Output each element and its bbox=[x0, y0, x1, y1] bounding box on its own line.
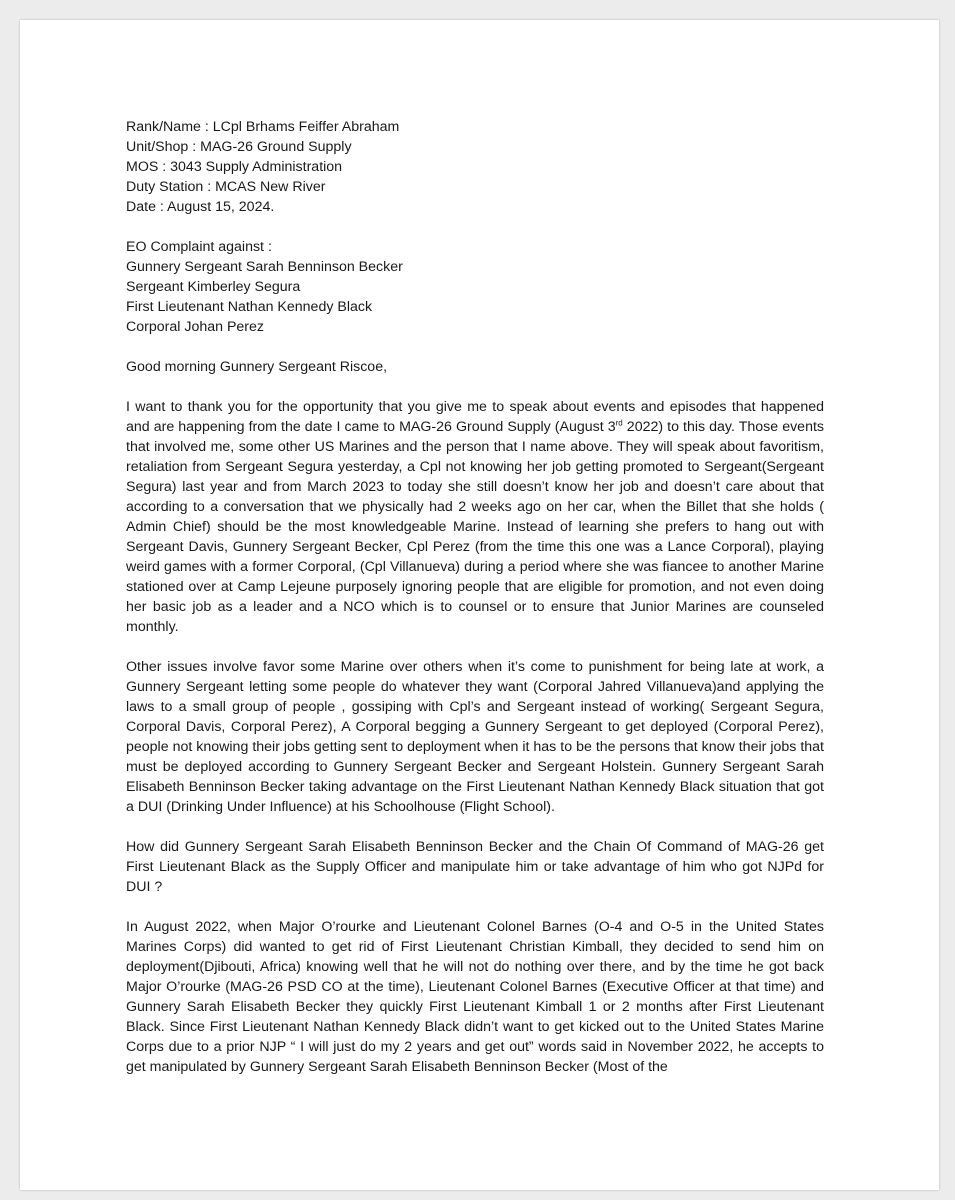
mos-line: MOS : 3043 Supply Administration bbox=[126, 159, 343, 175]
paragraph-1: I want to thank you for the opportunity that you give me to speak about events and episodes that happened and are happening from the date I came to MAG-26 Ground Supply (August 3rd 2022) to this day. Those events that involved me, some other US Marines and the person that I name above. They will speak about favoritism, retaliation from Sergeant Segura yesterday, a Cpl not knowing her job getting promoted to Sergeant(Sergeant Segura) last year and from March 2023 to today she still doesn’t know her job and doesn’t care about that according to a conversation that we physically had 2 weeks ago on her car, when the Billet that she holds ( Admin Chief) should be the most knowledgeable Marine. Instead of learning she prefers to hang out with Sergeant Davis, Gunnery Sergeant Becker, Cpl Perez (from the time this one was a Lance Corporal), playing weird games with a former Corporal, (Cpl Villanueva) during a period where she was fiancee to another Marine stationed over at Camp Lejeune purposely ignoring people that are eligible for promotion, and not even doing her basic job as a leader and a NCO which is to counsel or to ensure that Junior Marines are counseled monthly. bbox=[126, 399, 824, 635]
document-page bbox=[20, 20, 939, 1190]
paragraph-2: Other issues involve favor some Marine over others when it’s come to punishment for being late at work, a Gunnery Sergeant letting some people do whatever they want (Corporal Jahred Villanueva)and applying the laws to a small group of people , gossiping with Cpl’s and Sergeant instead of working( Sergeant Segura, Corporal Davis, Corporal Perez), A Corporal begging a Gunnery Sergeant to get deployed (Corporal Perez), people not knowing their jobs getting sent to deployment when it has to be the persons that know their jobs that must be deployed according to Gunnery Sergeant Becker and Sergeant Holstein. Gunnery Sergeant Sarah Elisabeth Benninson Becker taking advantage on the First Lieutenant Nathan Kennedy Black situation that got a DUI (Drinking Under Influence) at his Schoolhouse (Flight School). bbox=[126, 659, 824, 815]
complaint-name: First Lieutenant Nathan Kennedy Black bbox=[126, 299, 373, 315]
complaint-title: EO Complaint against : bbox=[126, 239, 272, 255]
complaint-name: Gunnery Sergeant Sarah Benninson Becker bbox=[126, 259, 403, 275]
date-line: Date : August 15, 2024. bbox=[126, 199, 275, 215]
unit-shop-line: Unit/Shop : MAG-26 Ground Supply bbox=[126, 139, 352, 155]
complaint-name: Sergeant Kimberley Segura bbox=[126, 279, 301, 295]
complaint-name: Corporal Johan Perez bbox=[126, 319, 265, 335]
paragraph-3: How did Gunnery Sergeant Sarah Elisabeth Benninson Becker and the Chain Of Command of MAG-26 get First Lieutenant Black as the Supply Officer and manipulate him or take advantage of him who got NJPd for DUI ? bbox=[126, 839, 824, 895]
complaint-block bbox=[126, 237, 824, 337]
duty-station-line: Duty Station : MCAS New River bbox=[126, 179, 326, 195]
paragraph-4: In August 2022, when Major O’rourke and Lieutenant Colonel Barnes (O-4 and O-5 in the United States Marines Corps) did wanted to get rid of First Lieutenant Christian Kimball, they decided to send him on deployment(Djibouti, Africa) knowing well that he will not do nothing over there, and by the time he got back Major O’rourke (MAG-26 PSD CO at the time), Lieutenant Colonel Barnes (Executive Officer at that time) and Gunnery Sarah Elisabeth Becker they quickly First Lieutenant Kimball 1 or 2 months after First Lieutenant Black. Since First Lieutenant Nathan Kennedy Black didn’t want to get kicked out to the United States Marine Corps due to a prior NJP “ I will just do my 2 years and get out” words said in November 2022, he accepts to get manipulated by Gunnery Sergeant Sarah Elisabeth Benninson Becker (Most of the bbox=[126, 919, 824, 1075]
rank-name-line: Rank/Name : LCpl Brhams Feiffer Abraham bbox=[126, 119, 400, 135]
header-block bbox=[126, 117, 824, 217]
letter-body bbox=[126, 117, 824, 1077]
greeting: Good morning Gunnery Sergeant Riscoe, bbox=[126, 359, 388, 375]
